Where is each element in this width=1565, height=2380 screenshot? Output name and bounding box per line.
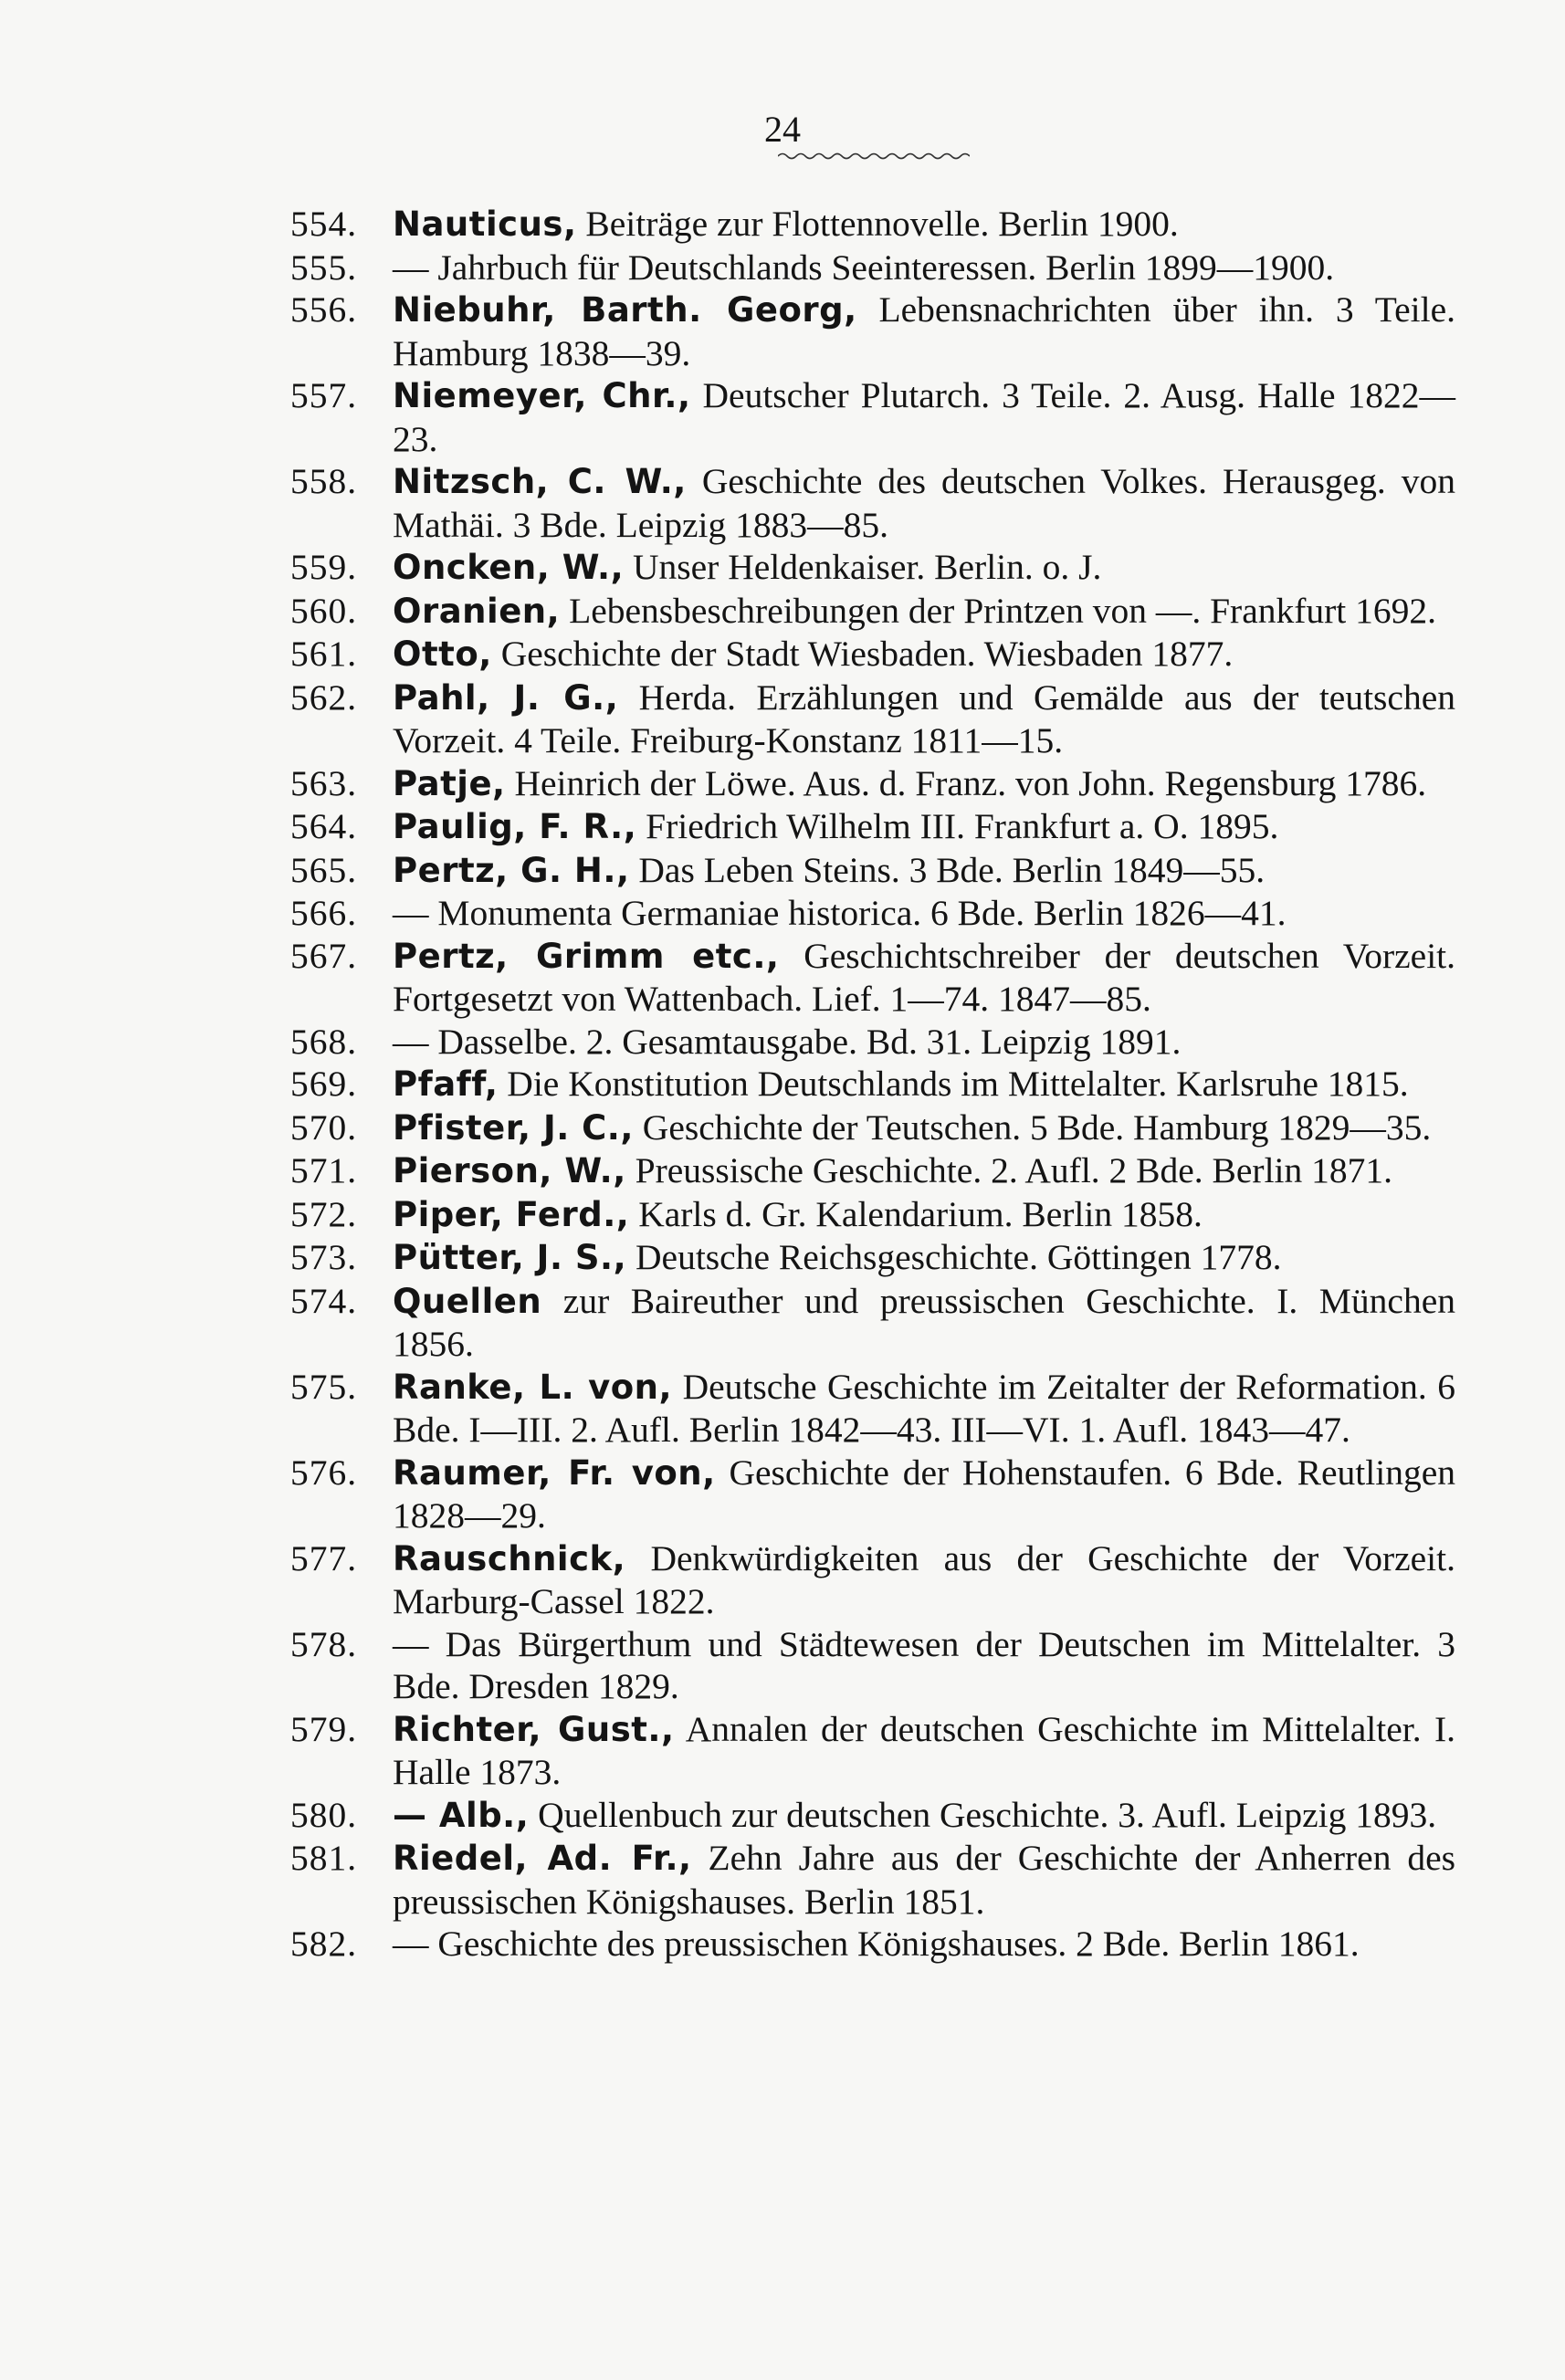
- entry-author: Paulig, F. R.,: [393, 807, 637, 846]
- entry-number: 575.: [290, 1366, 358, 1407]
- entry-text: Deutsche Reichsgeschichte. Göttingen 1778.: [635, 1237, 1282, 1277]
- bibliography-entry: [290, 1837, 1455, 1923]
- entry-text: Geschichte der Teutschen. 5 Bde. Hamburg 1829—35.: [642, 1106, 1432, 1148]
- entry-number: 568.: [290, 1021, 358, 1062]
- bibliography-entry: [290, 1106, 1455, 1150]
- entry-text: Das Leben Steins. 3 Bde. Berlin 1849—55.: [638, 849, 1266, 890]
- entry-number: 573.: [290, 1237, 358, 1277]
- entry-number: 576.: [290, 1452, 358, 1493]
- entry-author: Patje,: [393, 763, 506, 803]
- entry-number: 581.: [290, 1838, 358, 1878]
- entry-text: — Jahrbuch für Deutschlands Seeinteressen. Berlin 1899—1900.: [393, 246, 1335, 288]
- entry-text: Lebensbeschreibungen der Printzen von —. Frankfurt 1692.: [569, 590, 1437, 631]
- bibliography-entry: [290, 1708, 1455, 1794]
- entry-author: Oranien,: [393, 591, 561, 631]
- entry-author: Piper, Ferd.,: [393, 1194, 630, 1234]
- entry-author: Pertz, G. H.,: [393, 850, 630, 890]
- entry-text: Preussische Geschichte. 2. Aufl. 2 Bde. Berlin 1871.: [635, 1150, 1393, 1190]
- bibliography-entry: [290, 546, 1455, 590]
- entry-number: 554.: [290, 204, 358, 244]
- entry-number: 560.: [290, 590, 358, 631]
- entry-text: Geschichte des deutschen Volkes. Herausgeg. von Mathäi. 3 Bde. Leipzig 1883—85.: [393, 461, 1455, 545]
- entry-text: Geschichte der Stadt Wiesbaden. Wiesbaden 1877.: [500, 634, 1234, 674]
- entry-text: Deutsche Geschichte im Zeitalter der Reformation. 6 Bde. I—III. 2. Aufl. Berlin 1842—43. III—VI. 1. Aufl. 1843—47.: [393, 1366, 1455, 1450]
- entry-number: 567.: [290, 935, 358, 976]
- entry-author: Rauschnick,: [393, 1538, 626, 1578]
- page-number: 24: [764, 109, 801, 150]
- entry-text: Zehn Jahre aus der Geschichte der Anherren des preussischen Königshauses. Berlin 1851.: [393, 1838, 1456, 1922]
- entry-text: Geschichtschreiber der deutschen Vorzeit. Fortgesetzt von Wattenbach. Lief. 1—74. 1847—85.: [393, 935, 1456, 1019]
- entry-number: 562.: [290, 676, 358, 718]
- entry-text: Heinrich der Löwe. Aus. d. Franz. von John. Regensburg 1786.: [514, 762, 1427, 803]
- bibliography-entry: [290, 1537, 1455, 1623]
- entry-text: zur Baireuther und preussischen Geschichte. I. München 1856.: [393, 1280, 1455, 1364]
- entry-number: 580.: [290, 1794, 358, 1835]
- entry-author: Pahl, J. G.,: [393, 677, 619, 718]
- bibliography-entry: [290, 246, 1455, 289]
- entry-number: 563.: [290, 762, 358, 803]
- entry-text: Karls d. Gr. Kalendarium. Berlin 1858.: [638, 1193, 1203, 1234]
- entry-author: Niemeyer, Chr.,: [393, 376, 691, 415]
- entry-number: 582.: [290, 1924, 358, 1964]
- entry-author: Oncken, W.,: [393, 548, 625, 587]
- bibliography-entry: [290, 676, 1455, 762]
- bibliography-entry: [290, 460, 1455, 546]
- entry-author: Nitzsch, C. W.,: [393, 462, 687, 501]
- bibliography-entry: [290, 1021, 1455, 1064]
- entry-number: 555.: [290, 246, 358, 288]
- bibliography-entry: [290, 1623, 1455, 1708]
- entry-author: Pierson, W.,: [393, 1151, 626, 1190]
- entry-text: Die Konstitution Deutschlands im Mittelalter. Karlsruhe 1815.: [507, 1064, 1409, 1104]
- entry-author: Raumer, Fr. von,: [393, 1452, 716, 1493]
- entry-number: 571.: [290, 1150, 358, 1190]
- bibliography-entry: [290, 1236, 1455, 1280]
- entry-text: Quellenbuch zur deutschen Geschichte. 3. Aufl. Leipzig 1893.: [538, 1794, 1437, 1835]
- bibliography-entry: [290, 1280, 1455, 1366]
- entry-number: 557.: [290, 375, 358, 415]
- entry-author: Pertz, Grimm etc.,: [393, 936, 780, 976]
- bibliography-entry: [290, 288, 1455, 374]
- entry-text: Lebensnachrichten über ihn. 3 Teile. Hamburg 1838—39.: [393, 289, 1455, 373]
- bibliography-entry: [290, 203, 1455, 246]
- entry-author: Otto,: [393, 634, 492, 674]
- entry-text: — Geschichte des preussischen Königshauses. 2 Bde. Berlin 1861.: [393, 1924, 1360, 1964]
- bibliography-list: [290, 203, 1455, 1966]
- entry-author: Niebuhr, Barth. Georg,: [393, 290, 857, 330]
- bibliography-entry: [290, 762, 1455, 806]
- entry-number: 578.: [290, 1623, 358, 1664]
- bibliography-entry: [290, 1923, 1455, 1966]
- entry-number: 556.: [290, 289, 358, 330]
- entry-number: 579.: [290, 1708, 358, 1749]
- entry-number: 566.: [290, 893, 358, 933]
- entry-number: 570.: [290, 1106, 358, 1148]
- entry-number: 569.: [290, 1064, 358, 1104]
- bibliography-entry: [290, 805, 1455, 849]
- entry-number: 558.: [290, 461, 358, 501]
- bibliography-entry: [290, 1193, 1455, 1237]
- entry-author: Quellen: [393, 1281, 542, 1321]
- entry-number: 559.: [290, 547, 358, 587]
- bibliography-entry: [290, 1452, 1455, 1537]
- entry-author: Pfister, J. C.,: [393, 1107, 634, 1148]
- bibliography-entry: [290, 935, 1455, 1021]
- entry-text: Geschichte der Hohenstaufen. 6 Bde. Reutlingen 1828—29.: [393, 1452, 1456, 1536]
- bibliography-entry: [290, 590, 1455, 634]
- bibliography-entry: [290, 1149, 1455, 1193]
- entry-number: 572.: [290, 1193, 358, 1234]
- entry-text: Unser Heldenkaiser. Berlin. o. J.: [633, 547, 1102, 587]
- entry-text: Annalen der deutschen Geschichte im Mittelalter. I. Halle 1873.: [393, 1708, 1456, 1792]
- entry-text: Denkwürdigkeiten aus der Geschichte der Vorzeit. Marburg-Cassel 1822.: [393, 1537, 1455, 1621]
- bibliography-entry: [290, 1063, 1455, 1106]
- bibliography-entry: [290, 1794, 1455, 1838]
- entry-author: Pütter, J. S.,: [393, 1238, 627, 1277]
- entry-text: Beiträge zur Flottennovelle. Berlin 1900.: [585, 204, 1179, 244]
- bibliography-entry: [290, 892, 1455, 935]
- bibliography-entry: [290, 633, 1455, 676]
- entry-author: Nauticus,: [393, 204, 577, 244]
- entry-author: Richter, Gust.,: [393, 1709, 675, 1749]
- bibliography-entry: [290, 1366, 1455, 1452]
- bibliography-entry: [290, 374, 1455, 460]
- entry-number: 561.: [290, 634, 358, 674]
- entry-author: Riedel, Ad. Fr.,: [393, 1839, 692, 1878]
- entry-text: — Dasselbe. 2. Gesamtausgabe. Bd. 31. Leipzig 1891.: [393, 1021, 1182, 1062]
- bibliography-entry: [290, 849, 1455, 893]
- entry-text: — Monumenta Germaniae historica. 6 Bde. Berlin 1826—41.: [393, 893, 1287, 933]
- entry-text: Friedrich Wilhelm III. Frankfurt a. O. 1895.: [646, 806, 1279, 846]
- entry-text: Herda. Erzählungen und Gemälde aus der teutschen Vorzeit. 4 Teile. Freiburg-Konstanz 1811—15.: [393, 676, 1455, 760]
- entry-number: 574.: [290, 1280, 358, 1321]
- wavy-rule: [778, 152, 970, 161]
- entry-text: — Das Bürgerthum und Städtewesen der Deutschen im Mittelalter. 3 Bde. Dresden 1829.: [393, 1623, 1455, 1706]
- entry-number: 564.: [290, 806, 358, 846]
- entry-author: Ranke, L. von,: [393, 1367, 673, 1407]
- entry-number: 577.: [290, 1537, 358, 1578]
- entry-author: Pfaff,: [393, 1064, 499, 1104]
- entry-number: 565.: [290, 849, 358, 890]
- entry-author: — Alb.,: [393, 1795, 530, 1835]
- entry-text: Deutscher Plutarch. 3 Teile. 2. Ausg. Halle 1822—23.: [393, 375, 1456, 459]
